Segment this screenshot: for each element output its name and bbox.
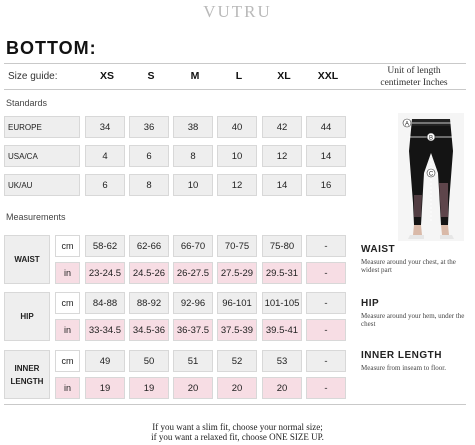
inner-length-in-l: 20: [217, 377, 257, 399]
unit-label-cm: cm: [55, 292, 80, 314]
inner-length-in-xs: 19: [85, 377, 125, 399]
waist-cm-l: 70-75: [217, 235, 257, 257]
footer-note-line-2: if you want a relaxed fit, choose ONE SIZE UP.: [151, 432, 324, 442]
hip-in-xxl: -: [306, 319, 346, 341]
standard-usaca-xs: 4: [85, 145, 125, 167]
size-header-xs: XS: [99, 70, 114, 82]
size-header-s: S: [147, 70, 155, 82]
inner-length-cm-xl: 53: [262, 350, 302, 372]
waist-cm-xxl: -: [306, 235, 346, 257]
hip-in-l: 37.5-39: [217, 319, 257, 341]
inner-length-cm-s: 50: [129, 350, 169, 372]
standard-europe-xl: 42: [262, 116, 302, 138]
measurement-label-line: LENGTH: [10, 376, 44, 386]
inner-length-in-s: 19: [129, 377, 169, 399]
hip-in-xs: 33-34.5: [85, 319, 125, 341]
size-header-xxl: XXL: [317, 70, 339, 82]
standard-ukau-xs: 6: [85, 174, 125, 196]
measurement-label-line: WAIST: [14, 255, 40, 264]
hip-cm-xs: 84-88: [85, 292, 125, 314]
waist-in-s: 24.5-26: [129, 262, 169, 284]
measurement-label-line: HIP: [20, 312, 34, 321]
hip-description-text: Measure around your hem, under the chest: [361, 312, 465, 328]
standard-europe-xxl: 44: [306, 116, 346, 138]
standard-ukau-m: 10: [173, 174, 213, 196]
hip-cm-s: 88-92: [129, 292, 169, 314]
waist-cm-xl: 75-80: [262, 235, 302, 257]
size-guide-label: Size guide:: [8, 71, 58, 82]
standard-ukau-xl: 14: [262, 174, 302, 196]
unit-label-cm: cm: [55, 350, 80, 372]
measurements-section-label: Measurements: [6, 212, 66, 222]
unit-label-cm: cm: [55, 235, 80, 257]
hip-cm-xxl: -: [306, 292, 346, 314]
hip-in-s: 34.5-36: [129, 319, 169, 341]
hip-in-xl: 39.5-41: [262, 319, 302, 341]
standard-label-ukau: UK/AU: [4, 174, 80, 196]
left-ankle: [413, 225, 422, 235]
inner-length-description-text: Measure from inseam to floor.: [361, 364, 446, 372]
right-shoe: [440, 235, 454, 239]
waist-cm-xs: 58-62: [85, 235, 125, 257]
standard-usaca-xxl: 14: [306, 145, 346, 167]
inner-length-cm-xs: 49: [85, 350, 125, 372]
standard-europe-l: 40: [217, 116, 257, 138]
standard-ukau-xxl: 16: [306, 174, 346, 196]
standard-label-europe: EUROPE: [4, 116, 80, 138]
waist-description-title: WAIST: [361, 244, 396, 255]
inner-length-cm-xxl: -: [306, 350, 346, 372]
waist-in-m: 26-27.5: [173, 262, 213, 284]
waist-in-xs: 23-24.5: [85, 262, 125, 284]
standard-europe-m: 38: [173, 116, 213, 138]
standard-usaca-m: 8: [173, 145, 213, 167]
unit-header-line-2: centimeter Inches: [380, 78, 448, 88]
hip-cm-xl: 101-105: [262, 292, 302, 314]
standard-ukau-s: 8: [129, 174, 169, 196]
standard-label-usaca: USA/CA: [4, 145, 80, 167]
measurement-label-waist: [4, 235, 50, 284]
standard-usaca-xl: 12: [262, 145, 302, 167]
inner-length-cm-l: 52: [217, 350, 257, 372]
waist-description-text: Measure around your chest, at the widest part: [361, 258, 456, 274]
size-header-l: L: [235, 70, 243, 82]
waist-in-xxl: -: [306, 262, 346, 284]
unit-label-in: in: [55, 377, 80, 399]
left-shoe: [408, 235, 424, 239]
leggings-photo: [398, 113, 464, 241]
size-header-m: M: [190, 70, 200, 82]
right-ankle: [441, 225, 449, 235]
standard-ukau-l: 12: [217, 174, 257, 196]
hip-in-m: 36-37.5: [173, 319, 213, 341]
measurement-label-line: INNER: [14, 363, 40, 373]
marker-c-label: C: [428, 171, 434, 178]
header-divider: [4, 63, 466, 64]
standard-usaca-s: 6: [129, 145, 169, 167]
inner-length-in-m: 20: [173, 377, 213, 399]
size-header-xl: XL: [277, 70, 291, 82]
hip-description-title: HIP: [361, 298, 380, 309]
inner-length-cm-m: 51: [173, 350, 213, 372]
size-header-divider: [4, 89, 466, 90]
standard-europe-xs: 34: [85, 116, 125, 138]
standard-usaca-l: 10: [217, 145, 257, 167]
hip-cm-l: 96-101: [217, 292, 257, 314]
waist-in-xl: 29.5-31: [262, 262, 302, 284]
hip-cm-m: 92-96: [173, 292, 213, 314]
inner-length-description-title: INNER LENGTH: [361, 350, 442, 361]
unit-header-line-1: Unit of length: [387, 66, 441, 76]
measurement-label-hip: [4, 292, 50, 341]
page-title: BOTTOM:: [6, 38, 97, 58]
unit-label-in: in: [55, 262, 80, 284]
inner-length-in-xl: 20: [262, 377, 302, 399]
waist-cm-s: 62-66: [129, 235, 169, 257]
unit-label-in: in: [55, 319, 80, 341]
footer-note-line-1: If you want a slim fit, choose your normal size;: [152, 422, 323, 432]
waist-cm-m: 66-70: [173, 235, 213, 257]
waistband: [412, 119, 450, 126]
mesh-panel-left: [414, 195, 422, 217]
unit-of-length-header: [358, 65, 470, 89]
marker-b-label: B: [428, 135, 434, 142]
standards-section-label: Standards: [6, 98, 48, 108]
waist-in-l: 27.5-29: [217, 262, 257, 284]
footer-divider: [4, 404, 466, 405]
standard-europe-s: 36: [129, 116, 169, 138]
measurement-label-inner-length: [4, 350, 50, 399]
brand-logo: VUTRU: [203, 2, 272, 21]
marker-a-label: A: [404, 121, 410, 128]
inner-length-in-xxl: -: [306, 377, 346, 399]
